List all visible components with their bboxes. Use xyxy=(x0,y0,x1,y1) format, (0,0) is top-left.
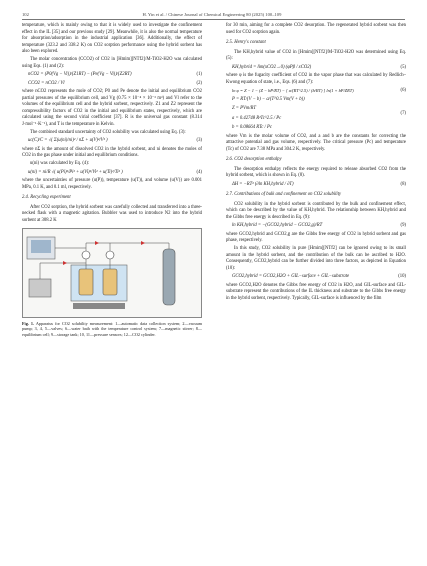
magnetic-stirrer xyxy=(73,303,125,309)
page-number: 102 xyxy=(22,12,29,17)
paragraph: The desorption enthalpy reflects the energy required to release absorbed CO2 from the hybrid sorbent, which is shown in Eq. (8). xyxy=(226,166,406,178)
equation-number: (4) xyxy=(196,169,202,175)
paragraph: The molar concentration (CCO2) of CO2 in [Hmim][NTf2]/M-TiO2-H2O was calculated using Eqs. (1) and (2): xyxy=(22,57,202,69)
paragraph: CO2 solubility in the hybrid sorbent is contributed by the bulk and confinement effect, which can be described by the value of KH,hybrid. The relationship between KH,hybrid and the Gibbs free energy is described in Eq. (9): xyxy=(226,201,406,220)
figure-label: Fig. 1. xyxy=(22,321,35,326)
equation-text: nCO2 = (P0(Vg − Vi))/(Z1RT) − (Pe(Vg − Vi))/(Z2RT) xyxy=(28,72,132,77)
storage-tank xyxy=(103,269,117,295)
equation-text: ln φ = Z − 1 − (Z − bP/RT) − [ a/(RT^2.5) / (b/RT) ] ln(1 + bP/ZRT) xyxy=(232,88,354,93)
equation-text: u(ni) = ni/R √( u(Pi)²/Pi² + u(Vi)²/Vi² + u(Ti)²/Ti² ) xyxy=(28,169,123,175)
equation-number: (6) xyxy=(400,88,406,93)
paragraph: where Vm is the molar volume of CO2, and a and b are the constants for correcting the attractive potential and gas volume, respectively. The critical pressure (Pc) and temperature (Tc) of CO2 are 7.38 MPa and 304.2 K, respectively. xyxy=(226,133,406,152)
equation-text: CCO2 = nCO2 / Vl xyxy=(28,80,65,86)
paragraph: where φ is the fugacity coefficient of CO2 in the vapor phase that was calculated by Redlich–Kwong equation of state, i.e., Eqs. (6) and (7): xyxy=(226,73,406,85)
co2-cylinder xyxy=(163,249,175,305)
equilibrium-cell xyxy=(79,269,93,295)
journal-citation: H. Yin et al. / Chinese Journal of Chemical Engineering 80 (2025) 100–109 xyxy=(142,12,282,17)
left-column xyxy=(22,23,202,337)
equation-4 xyxy=(22,170,202,177)
equation-text: GCO2,hybrid = GCO2,H2O + GIL−surface + GIL−substrate xyxy=(232,274,350,279)
paragraph: where the uncertainties of pressure (u(P)), temperature (u(T)), and volume (u(V)) are 0.001 MPa, 0.1 K, and 0.1 ml, respectively. xyxy=(22,178,202,190)
equation-9 xyxy=(226,223,406,230)
pressure-sensor-11 xyxy=(106,251,114,259)
section-heading-2-4: 2.4. Recycling experiment xyxy=(22,195,71,200)
paragraph: where nΣ is the amount of dissolved CO2 in the hybrid sorbent, and ni denotes the moles of CO2 in the gas phase under initial and equilibrium conditions. xyxy=(22,146,202,158)
paragraph: The combined standard uncertainty of CO2 solubility was calculated using Eq. (3): xyxy=(30,129,186,135)
equation-number: (9) xyxy=(400,223,406,228)
equation-number: (3) xyxy=(196,138,202,143)
equation-text: b = 0.08664 RTc / Pc xyxy=(232,125,272,130)
equation-6 xyxy=(226,88,406,95)
equation-7 xyxy=(226,97,406,132)
figure-1-apparatus xyxy=(22,228,202,318)
equation-1 xyxy=(22,72,202,79)
running-header xyxy=(22,9,405,17)
equation-number: (5) xyxy=(400,64,406,70)
section-heading-2-6: 2.6. CO2 desorption enthalpy xyxy=(226,157,282,162)
computer-screen xyxy=(31,240,51,253)
header-rule xyxy=(22,19,405,20)
equation-10 xyxy=(226,274,406,281)
equation-text: P = RT/(V − b) − a/(T^0.5 Vm(V + b)) xyxy=(232,96,305,102)
paragraph: temperature, which is mainly owing to that it is widely used to investigate the confinement effect in the IL [35] and our previous study [29]. Meanwhile, it is also the normal temperature for absorption/adsorption in the industrial application [36]. Additionally, the effect of temperature (323.2 and 338.2 K) on CO2 sorption performance using the hybrid sorbent has also been explored. xyxy=(22,23,202,54)
equation-text: Z = PVm/RT xyxy=(232,106,256,111)
equation-text: ln KH,hybrid = −(GCO2,hybrid − GCO2,g)/RT xyxy=(232,223,323,228)
paragraph: for 30 min, aiming for a complete CO2 desorption. The regenerated hybrid sorbent was then used for CO2 sorption again. xyxy=(226,23,406,35)
equation-3 xyxy=(22,138,202,145)
paragraph: where nCO2 represents the mole of CO2; P0 and Pe denote the initial and equilibrium CO2 partial pressures of the equilibrium cell, and Vg (0.75 × 10⁻⁴ × 10⁻³ m³) and Vl refer to the volumes of the equilibrium cell and the hybrid sorbent, respectively. Z1 and Z2 represent the compressibility factors of CO2 in the initial and equilibrium states, respectively, which are calculated using the second virial coefficient [37]. R is the universal gas constant (8.314 J·mol⁻¹·K⁻¹), and T is the temperature in Kelvin. xyxy=(22,89,202,127)
equation-number: (8) xyxy=(400,181,406,187)
paragraph: where GCO2,H2O denotes the Gibbs free energy of CO2 in H2O, and GIL-surface and GIL-substrate represent the contributions of the IL thickness and substrate to the Gibbs free energy in the hybrid sorbent, respectively. Typically, GIL-surface is influenced by the film xyxy=(226,282,406,301)
equation-7-lines xyxy=(226,97,305,132)
valve-icon xyxy=(63,261,67,265)
section-heading-2-5: 2.5. Henry's constant xyxy=(226,40,266,45)
equation-number: (10) xyxy=(398,274,406,279)
equation-number: (7) xyxy=(400,110,406,116)
paragraph: In this study, CO2 solubility in pure [Hmim][NTf2] can be ignored owing to its small amount in the hybrid sorbent, and the contribution of the bulk can be ascribed to H2O. Consequently, GCO2,hybrid can be further divided into three factors, as depicted in Equation (10): xyxy=(226,246,406,271)
paragraph: u(ni) was calculated by Eq. (4): xyxy=(30,161,90,166)
equation-number: (2) xyxy=(196,80,202,86)
section-heading-2-7: 2.7. Contributions of bulk and confinement on CO2 solubility xyxy=(226,192,342,197)
paragraph: The KH,hybrid value of CO2 in [Hmim][NTf2]/M-TiO2-H2O was determined using Eq. (5): xyxy=(226,49,406,61)
paragraph: where GCO2,hybrid and GCO2,g are the Gibbs free energy of CO2 in hybrid sorbent and gas phase, respectively. xyxy=(226,231,406,243)
valve-icon xyxy=(141,241,145,245)
equation-text: KH,hybrid = lim(xCO2→0) (φPβ / xCO2) xyxy=(232,64,312,70)
vacuum-pump xyxy=(29,279,51,297)
equation-8 xyxy=(226,182,406,189)
equation-5 xyxy=(226,65,406,72)
paragraph: After CO2 sorption, the hybrid sorbent was carefully collected and transferred into a three-necked flask with a magnetic agitation. Bubbler was used to introduce N2 into the hybrid sorbent at 308.2 K xyxy=(22,204,202,223)
equation-2 xyxy=(22,81,202,88)
pressure-sensor-10 xyxy=(82,251,90,259)
right-column xyxy=(226,23,406,304)
equation-text: a = 0.42748 R²Tc^2.5 / Pc xyxy=(232,115,282,121)
equation-number: (1) xyxy=(196,72,202,77)
apparatus-diagram xyxy=(23,229,201,315)
equation-text: uc(C)/C = √( Σ(u(ni)/ni)² / nΣ + u(V)²/V² ) xyxy=(28,138,108,143)
valve-icon xyxy=(95,241,99,245)
figure-caption-text: Apparatus for CO2 solubility measurement: 1—automatic data collection system; 2—vacuum pump; 3, 4, 5—valves; 6—water bath with the temperature control system; 7—magnetic stirrer; 8—equilibrium cell; 9—storage tank; 10, 11—pressure sensors; 12—CO2 cylinder. xyxy=(22,321,202,337)
equation-text: ΔH = −RT² (∂ln KH,hybrid / ∂T) xyxy=(232,181,294,187)
figure-caption xyxy=(22,321,202,337)
